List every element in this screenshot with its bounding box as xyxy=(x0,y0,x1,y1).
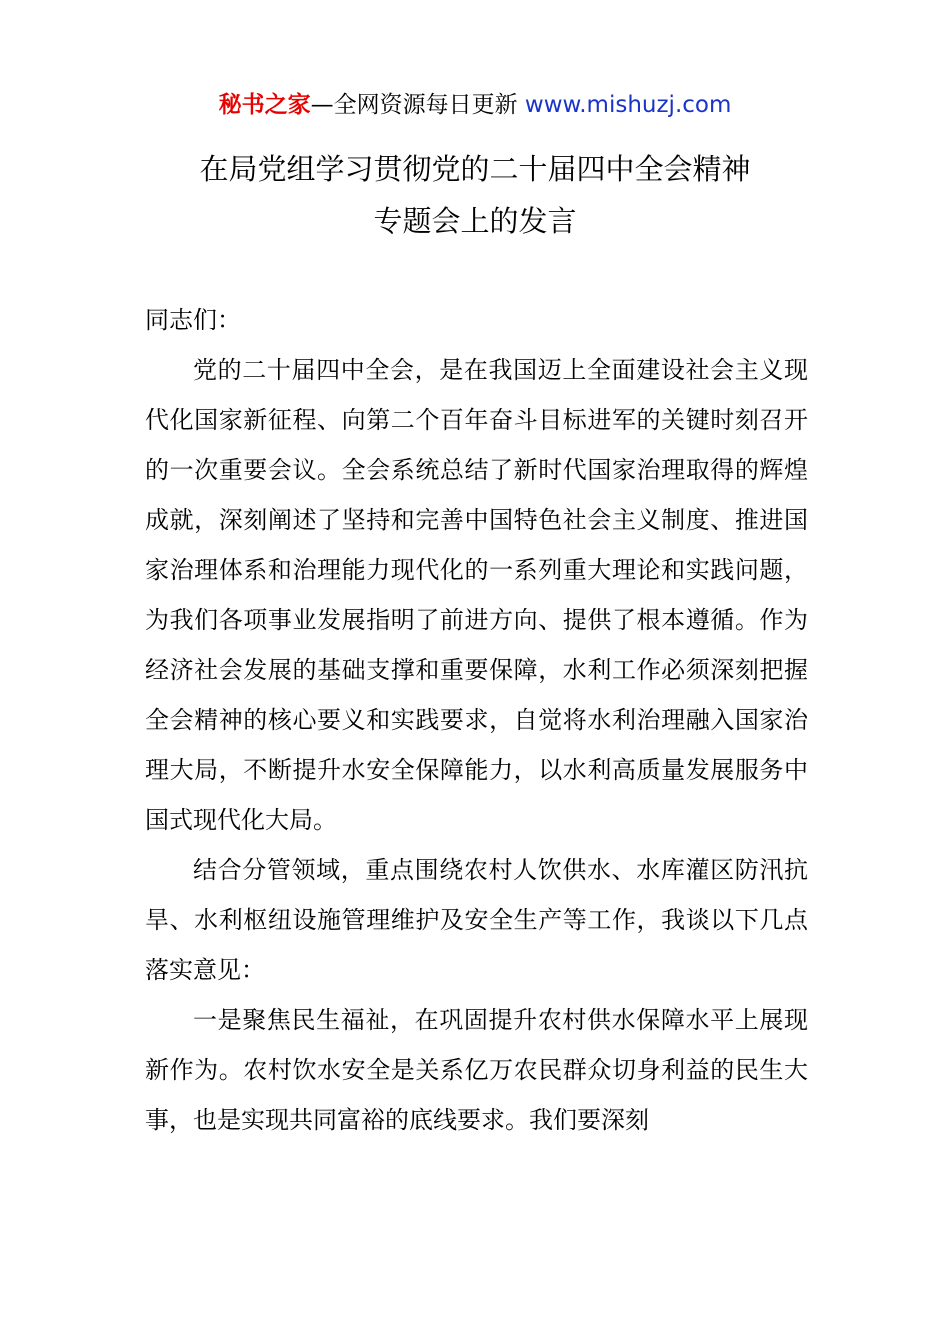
site-url-link[interactable]: www.mishuzj.com xyxy=(524,92,732,118)
paragraph-1: 党的二十届四中全会，是在我国迈上全面建设社会主义现代化国家新征程、向第二个百年奋斗目标进军的关键时刻召开的一次重要会议。全会系统总结了新时代国家治理取得的辉煌成就，深刻阐述了坚持和完善中国特色社会主义制度、推进国家治理体系和治理能力现代化的一系列重大理论和实践问题，为我们各项事业发展指明了前进方向、提供了根本遵循。作为经济社会发展的基础支撑和重要保障，水利工作必须深刻把握全会精神的核心要义和实践要求，自觉将水利治理融入国家治理大局，不断提升水安全保障能力，以水利高质量发展服务中国式现代化大局。 xyxy=(145,356,808,834)
salutation: 同志们： xyxy=(145,306,241,334)
document-title-line-2: 专题会上的发言 xyxy=(373,204,577,238)
document-body xyxy=(145,295,808,1145)
site-brand: 秘书之家 xyxy=(218,92,311,118)
document-title-line-1: 在局党组学习贯彻党的二十届四中全会精神 xyxy=(199,152,751,186)
site-header xyxy=(0,88,950,122)
site-slogan: —全网资源每日更新 xyxy=(310,92,525,118)
paragraph-2: 结合分管领域，重点围绕农村人饮供水、水库灌区防汛抗旱、水利枢纽设施管理维护及安全生产等工作，我谈以下几点落实意见： xyxy=(145,856,808,984)
paragraph-3: 一是聚焦民生福祉，在巩固提升农村供水保障水平上展现新作为。农村饮水安全是关系亿万农民群众切身利益的民生大事，也是实现共同富裕的底线要求。我们要深刻 xyxy=(145,1006,808,1134)
